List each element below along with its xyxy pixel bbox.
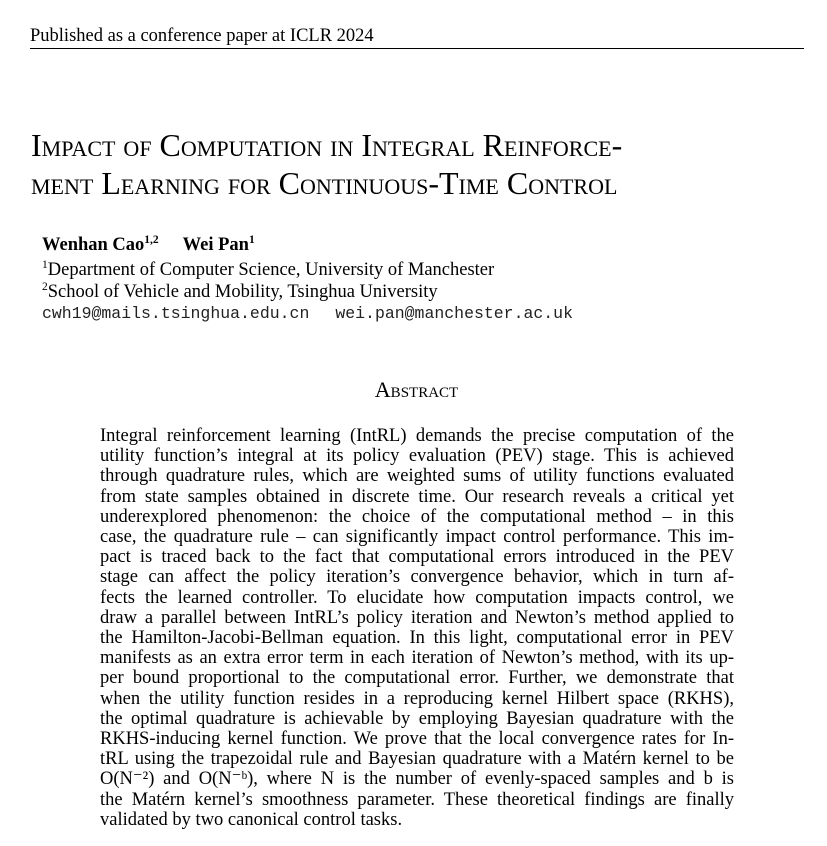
affiliation-mark: 1 bbox=[248, 234, 255, 246]
affiliation-mark: 2 bbox=[42, 281, 48, 293]
email-link[interactable]: wei.pan@manchester.ac.uk bbox=[335, 304, 573, 323]
abstract-line: the optimal quadrature is achievable by employing Bayesian quadrature with the bbox=[100, 708, 734, 729]
paper-title bbox=[31, 126, 821, 202]
abstract-text bbox=[100, 426, 734, 830]
abstract-line: validated by two canonical control tasks. bbox=[100, 809, 403, 830]
abstract-line: Integral reinforcement learning (IntRL) demands the precise computation of the bbox=[100, 426, 734, 446]
abstract-line: stage can affect the policy iteration’s convergence behavior, which in turn af- bbox=[100, 567, 734, 588]
title-line-1: Impact of Computation in Integral Reinforce- bbox=[31, 127, 623, 163]
abstract-line: per bound proportional to the computational error. Further, we demonstrate that bbox=[100, 668, 734, 689]
abstract-line: underexplored phenomenon: the choice of the computational method – in this bbox=[100, 506, 734, 527]
author-list bbox=[42, 234, 255, 258]
abstract-heading: Abstract bbox=[374, 377, 459, 402]
abstract-line: pact is traced back to the fact that computational errors introduced in the PEV bbox=[100, 547, 734, 568]
abstract-line: the Matérn kernel’s smoothness parameter. These theoretical findings are finally bbox=[100, 789, 734, 810]
affiliation: $^2$School of Vehicle and Mobility, Tsinghua University bbox=[42, 281, 438, 302]
abstract-line: the Hamilton-Jacobi-Bellman equation. In this light, computational error in PEV bbox=[100, 628, 734, 649]
abstract-line: O(N⁻²) and O(N⁻ᵇ), where N is the number of evenly-spaced samples and b is bbox=[100, 769, 734, 790]
author-emails bbox=[42, 303, 573, 325]
abstract-line: when the utility function resides in a reproducing kernel Hilbert space (RKHS), bbox=[100, 688, 734, 709]
affiliation-mark: 1,2 bbox=[144, 234, 159, 246]
abstract-line: from state samples obtained in discrete time. Our research reveals a critical yet bbox=[100, 486, 734, 507]
abstract-line: fects the learned controller. To elucidate how computation impacts control, we bbox=[100, 587, 734, 608]
abstract-line: tRL using the trapezoidal rule and Bayesian quadrature with a Matérn kernel to be bbox=[100, 749, 734, 770]
abstract-line: utility function’s integral at its policy evaluation (PEV) stage. This is achieved bbox=[100, 446, 734, 467]
running-header: Published as a conference paper at ICLR 2024 bbox=[30, 25, 804, 49]
affiliation-mark: 1 bbox=[42, 259, 48, 271]
author-name: Wei Pan$^1$ bbox=[182, 234, 255, 255]
abstract-line: RKHS-inducing kernel function. We prove that the local convergence rates for In- bbox=[100, 729, 734, 750]
author-name: Wenhan Cao$^{1,2}$ bbox=[42, 234, 159, 255]
email-link[interactable]: cwh19@mails.tsinghua.edu.cn bbox=[42, 304, 310, 323]
affiliation: $^1$Department of Computer Science, University of Manchester bbox=[42, 259, 495, 280]
title-line-2: ment Learning for Continuous-Time Control bbox=[31, 165, 618, 201]
abstract-line: case, the quadrature rule – can significantly impact control performance. This im- bbox=[100, 527, 734, 548]
abstract-line: through quadrature rules, which are weighted sums of utility functions evaluated bbox=[100, 466, 734, 487]
abstract-line: manifests as an extra error term in each iteration of Newton’s method, with its up- bbox=[100, 648, 734, 669]
abstract-line: draw a parallel between IntRL’s policy iteration and Newton’s method applied to bbox=[100, 607, 734, 628]
